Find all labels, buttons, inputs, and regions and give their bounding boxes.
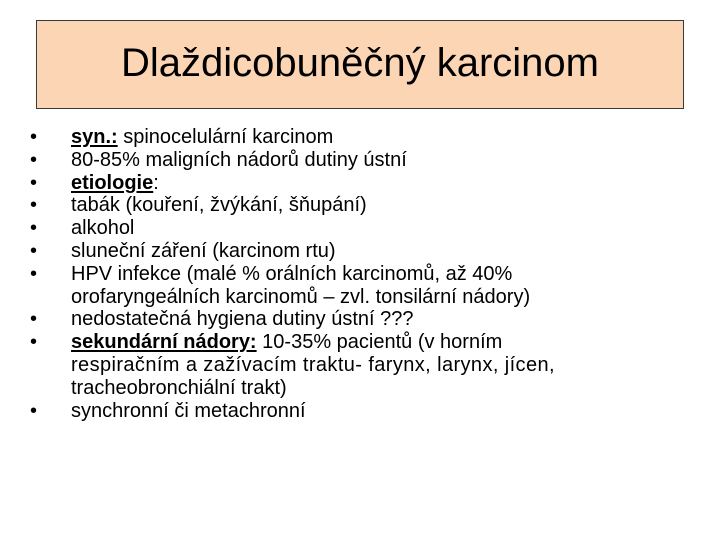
bullet-marker: • bbox=[30, 126, 38, 148]
bullet-marker: • bbox=[30, 171, 38, 194]
bullet-marker: • bbox=[30, 331, 38, 354]
bullet-item-synchronous bbox=[30, 400, 690, 423]
bullet-marker: • bbox=[30, 262, 38, 285]
bullet-item-hpv bbox=[30, 263, 690, 309]
bullet-text: nedostatečná hygiena dutiny ústní ??? bbox=[71, 308, 414, 331]
title-box bbox=[36, 20, 684, 109]
bullet-text: 10-35% pacientů (v horním bbox=[256, 331, 503, 354]
bullet-marker: • bbox=[30, 194, 38, 217]
bullet-item-tobacco bbox=[30, 194, 690, 217]
bullet-item-secondary-tumors bbox=[30, 331, 690, 399]
bullet-text: spinocelulární karcinom bbox=[117, 126, 334, 148]
bullet-text-line: HPV infekce (malé % orálních karcinomů, až 40% bbox=[71, 262, 513, 285]
bullet-text: : bbox=[153, 171, 159, 194]
bullet-term: sekundární nádory: bbox=[71, 331, 257, 354]
bullet-marker: • bbox=[30, 217, 38, 240]
bullet-term: syn.: bbox=[71, 126, 118, 148]
bullet-marker: • bbox=[30, 399, 38, 422]
bullet-item-etiology bbox=[30, 172, 690, 195]
bullet-text: synchronní či metachronní bbox=[71, 399, 306, 422]
bullet-text-line: tracheobronchiální trakt) bbox=[71, 376, 287, 399]
bullet-marker: • bbox=[30, 239, 38, 262]
bullet-text: tabák (kouření, žvýkání, šňupání) bbox=[71, 194, 367, 217]
bullet-item-alcohol bbox=[30, 217, 690, 240]
bullet-term: etiologie bbox=[71, 171, 154, 194]
bullet-text: sluneční záření (karcinom rtu) bbox=[71, 239, 336, 262]
bullet-text: alkohol bbox=[71, 217, 135, 240]
bullet-list bbox=[30, 126, 690, 422]
bullet-item-sunlight bbox=[30, 240, 690, 263]
bullet-marker: • bbox=[30, 148, 38, 171]
bullet-marker: • bbox=[30, 308, 38, 331]
bullet-text-line: orofaryngeálních karcinomů – zvl. tonsilární nádory) bbox=[71, 285, 531, 308]
bullet-item-synonym bbox=[30, 126, 690, 149]
bullet-text-line: respiračním a zažívacím traktu- farynx, larynx, jícen, bbox=[71, 353, 555, 376]
slide-title: Dlaždicobuněčný karcinom bbox=[120, 40, 599, 85]
bullet-item-hygiene bbox=[30, 308, 690, 331]
bullet-text: 80-85% maligních nádorů dutiny ústní bbox=[71, 148, 407, 171]
bullet-item-frequency bbox=[30, 149, 690, 172]
